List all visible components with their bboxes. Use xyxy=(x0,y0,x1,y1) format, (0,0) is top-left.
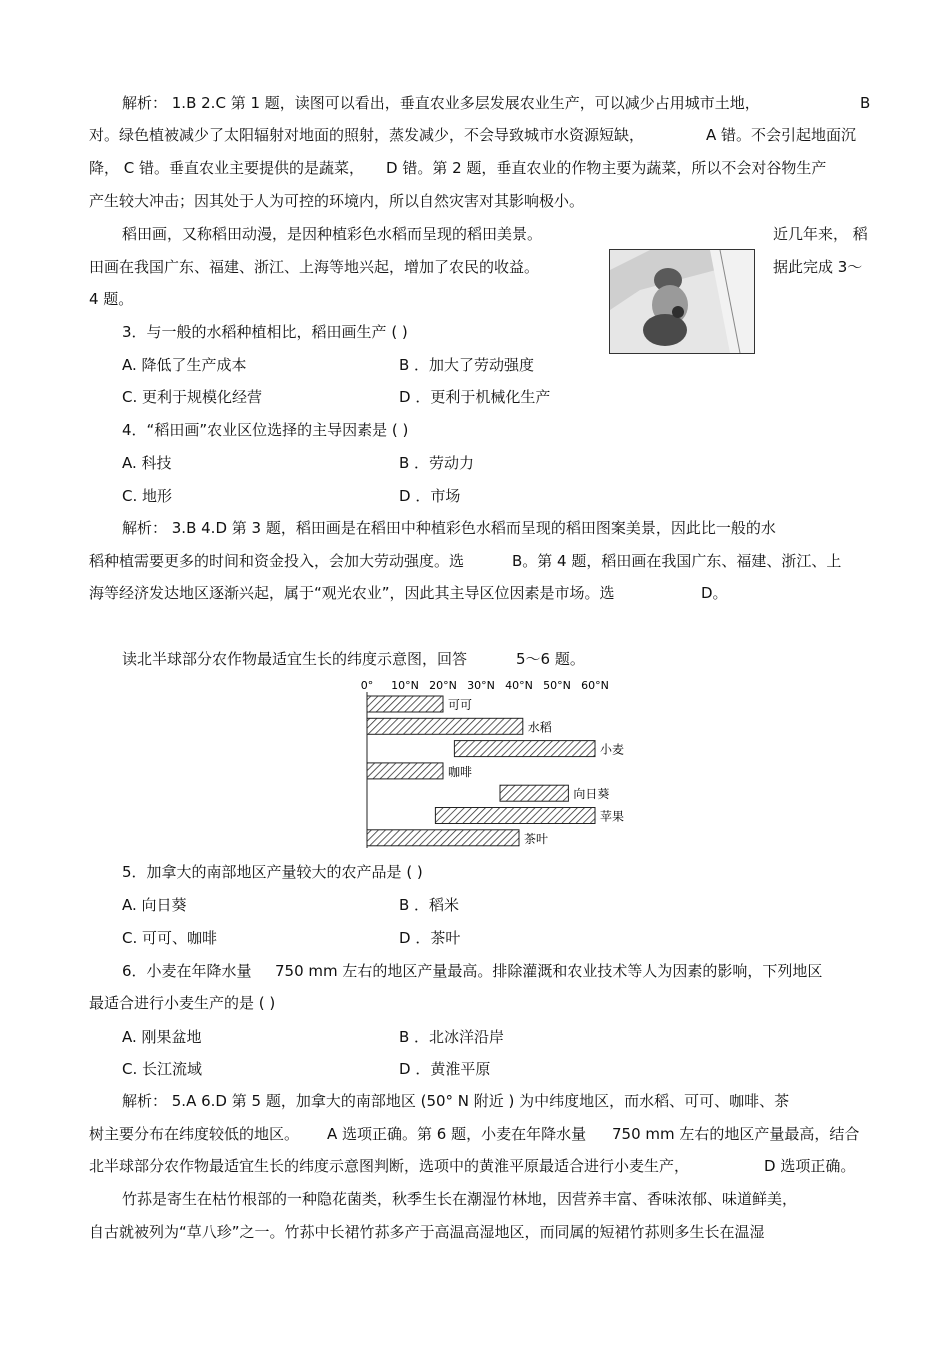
bamboo-fungus-intro-line2: 自古就被列为“草八珍”之一。竹荪中长裙竹荪多产于高温高湿地区，而同属的短裙竹荪则多生长在温湿 xyxy=(89,1223,765,1241)
analysis-5-6-line2: 树主要分布在纬度较低的地区。 xyxy=(89,1125,300,1143)
analysis-1-2-line1-tail: B xyxy=(860,94,871,112)
question-3-stem: 3．与一般的水稻种植相比，稻田画生产 ( ) xyxy=(122,323,408,341)
bamboo-fungus-intro-line1: 竹荪是寄生在枯竹根部的一种隐花菌类，秋季生长在潮湿竹林地，因营养丰富、香味浓郁、味道鲜美， xyxy=(122,1190,798,1208)
question-3-option-c[interactable]: C. 更利于规模化经营 xyxy=(122,388,263,406)
crop-bar xyxy=(500,785,568,801)
analysis-1-2-line3-tail: D 错。第 2 题，垂直农业的作物主要为蔬菜，所以不会对谷物生产 xyxy=(386,159,827,177)
crop-latitude-chart xyxy=(355,676,645,851)
crop-bar xyxy=(367,696,443,712)
crop-label: 咖啡 xyxy=(448,764,473,779)
x-tick-label: 20°N xyxy=(429,679,457,692)
crop-label: 苹果 xyxy=(600,809,625,824)
crop-bar xyxy=(367,718,523,734)
x-tick-label: 10°N xyxy=(391,679,419,692)
question-4-option-c[interactable]: C. 地形 xyxy=(122,487,173,505)
crop-bar xyxy=(435,808,595,824)
x-tick-label: 50°N xyxy=(543,679,571,692)
x-tick-label: 30°N xyxy=(467,679,495,692)
analysis-1-2-line4: 产生较大冲击；因其处于人为可控的环境内，所以自然灾害对其影响极小。 xyxy=(89,192,585,210)
question-5-stem: 5．加拿大的南部地区产量较大的农产品是 ( ) xyxy=(122,863,423,881)
crop-label: 水稻 xyxy=(527,720,552,735)
rice-painting-intro-line3: 4 题。 xyxy=(89,290,134,308)
analysis-3-4-line2: 稻种植需要更多的时间和资金投入，会加大劳动强度。选 xyxy=(89,552,465,570)
x-tick-label: 0° xyxy=(360,679,374,692)
question-5-option-a[interactable]: A. 向日葵 xyxy=(122,896,187,914)
rice-painting-photo xyxy=(609,249,755,354)
latitude-chart-intro-tail: 5～6 题。 xyxy=(516,650,585,668)
analysis-1-2-line2-tail: A 错。不会引起地面沉 xyxy=(706,126,857,144)
question-3-option-b[interactable]: B ．加大了劳动强度 xyxy=(399,356,535,374)
analysis-3-4-line3-tail: D。 xyxy=(701,584,728,602)
analysis-5-6-line3-tail: D 选项正确。 xyxy=(764,1157,856,1175)
crop-bar xyxy=(367,763,443,779)
analysis-3-4-line3: 海等经济发达地区逐渐兴起，属于“观光农业”，因此其主导区位因素是市场。选 xyxy=(89,584,615,602)
question-5-option-d[interactable]: D ．茶叶 xyxy=(399,929,461,947)
question-6-option-a[interactable]: A. 刚果盆地 xyxy=(122,1028,202,1046)
latitude-chart-intro: 读北半球部分农作物最适宜生长的纬度示意图，回答 xyxy=(122,650,468,668)
question-6-option-b[interactable]: B ．北冰洋沿岸 xyxy=(399,1028,505,1046)
rice-painting-intro-line1-tail: 近几年来， 稻 xyxy=(773,225,868,243)
question-6-stem-line1-tail: 750 mm 左右的地区产量最高。排除灌溉和农业技术等人为因素的影响，下列地区 xyxy=(275,962,823,980)
question-4-option-d[interactable]: D ．市场 xyxy=(399,487,461,505)
analysis-3-4-line1: 解析： 3.B 4.D 第 3 题，稻田画是在稻田中种植彩色水稻而呈现的稻田图案美景，因此比一般的水 xyxy=(122,519,776,537)
analysis-1-2-line3: 降， C 错。垂直农业主要提供的是蔬菜， xyxy=(89,159,365,177)
crop-label: 向日葵 xyxy=(573,787,610,802)
x-tick-label: 40°N xyxy=(505,679,533,692)
question-4-option-b[interactable]: B ．劳动力 xyxy=(399,454,475,472)
question-3-option-a[interactable]: A. 降低了生产成本 xyxy=(122,356,247,374)
question-6-stem-line1: 6．小麦在年降水量 xyxy=(122,962,252,980)
crop-label: 小麦 xyxy=(600,742,625,757)
rice-painting-intro-line2: 田画在我国广东、福建、浙江、上海等地兴起，增加了农民的收益。 xyxy=(89,258,540,276)
crop-label: 茶叶 xyxy=(524,831,549,846)
analysis-3-4-line2-tail: B。第 4 题，稻田画在我国广东、福建、浙江、上 xyxy=(512,552,842,570)
question-3-option-d[interactable]: D ．更利于机械化生产 xyxy=(399,388,551,406)
question-6-stem-line2: 最适合进行小麦生产的是 ( ) xyxy=(89,994,276,1012)
rice-painting-intro-line1: 稻田画，又称稻田动漫，是因种植彩色水稻而呈现的稻田美景。 xyxy=(122,225,543,243)
crop-bar xyxy=(367,830,519,846)
question-5-option-c[interactable]: C. 可可、咖啡 xyxy=(122,929,218,947)
question-4-stem: 4．“稻田画”农业区位选择的主导因素是 ( ) xyxy=(122,421,409,439)
question-4-option-a[interactable]: A. 科技 xyxy=(122,454,172,472)
question-6-option-c[interactable]: C. 长江流域 xyxy=(122,1060,203,1078)
analysis-5-6-line2-mid: A 选项正确。第 6 题，小麦在年降水量 xyxy=(327,1125,587,1143)
analysis-5-6-line1: 解析： 5.A 6.D 第 5 题，加拿大的南部地区 (50° N 附近 ) 为中纬度地区，而水稻、可可、咖啡、茶 xyxy=(122,1092,790,1110)
crop-label: 可可 xyxy=(448,698,473,712)
rice-painting-intro-line2-tail: 据此完成 3～ xyxy=(773,258,863,276)
analysis-5-6-line3: 北半球部分农作物最适宜生长的纬度示意图判断，选项中的黄淮平原最适合进行小麦生产， xyxy=(89,1157,690,1175)
x-tick-label: 60°N xyxy=(581,679,609,692)
analysis-1-2-line2: 对。绿色植被减少了太阳辐射对地面的照射，蒸发减少，不会导致城市水资源短缺， xyxy=(89,126,645,144)
question-6-option-d[interactable]: D ．黄淮平原 xyxy=(399,1060,491,1078)
analysis-5-6-line2-tail: 750 mm 左右的地区产量最高，结合 xyxy=(612,1125,860,1143)
question-5-option-b[interactable]: B ．稻米 xyxy=(399,896,460,914)
crop-bar xyxy=(454,741,595,757)
analysis-1-2-line1: 解析： 1.B 2.C 第 1 题，读图可以看出，垂直农业多层发展农业生产，可以减少占用城市土地， xyxy=(122,94,760,112)
